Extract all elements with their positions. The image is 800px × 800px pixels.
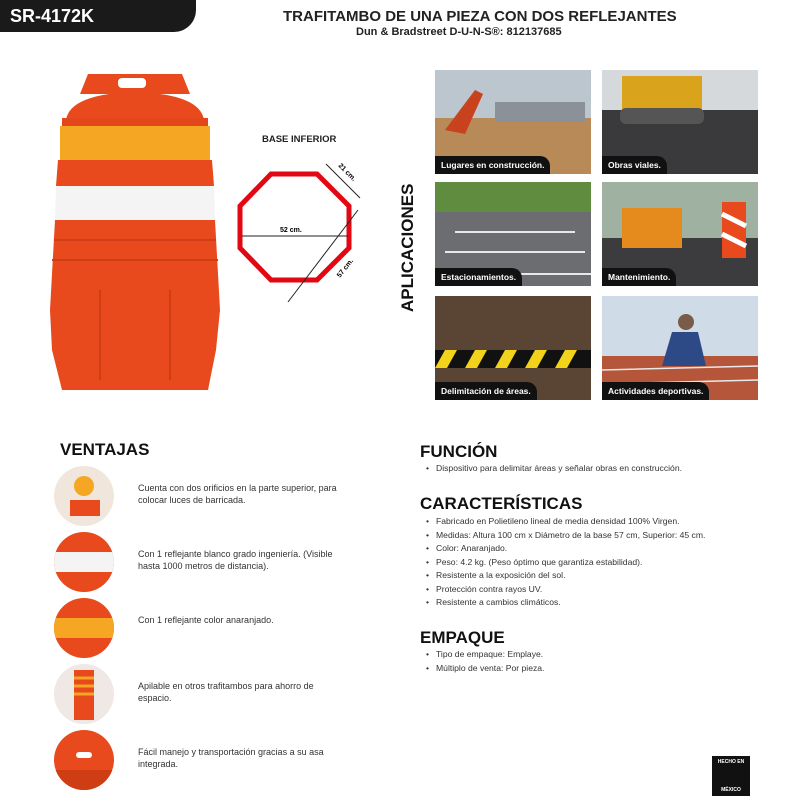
photo-parking xyxy=(435,182,591,286)
photo-caption: Mantenimiento. xyxy=(602,268,676,286)
ventaja-item xyxy=(54,466,384,530)
photo-caption: Obras viales. xyxy=(602,156,667,174)
caracteristicas-title: CARACTERÍSTICAS xyxy=(420,494,583,513)
ventaja-item xyxy=(54,664,384,728)
empaque-title: EMPAQUE xyxy=(420,628,505,647)
list-item: • Color: Anaranjado. xyxy=(424,542,764,556)
list-item: • Múltiplo de venta: Por pieza. xyxy=(424,662,764,676)
empaque-list xyxy=(424,648,764,675)
ventaja-text: Con 1 reflejante color anaranjado. xyxy=(138,615,274,625)
badge-line1: HECHO EN xyxy=(717,759,745,765)
list-item: • Resistente a la exposición del sol. xyxy=(424,569,764,583)
photo-caption: Actividades deportivas. xyxy=(602,382,709,400)
photo-sports xyxy=(602,296,758,400)
ventaja-text: Cuenta con dos orificios en la parte superior, para colocar luces de barricada. xyxy=(138,483,337,505)
duns-subtitle: Dun & Bradstreet D-U-N-S®: 812137685 xyxy=(356,26,562,38)
photo-construction xyxy=(435,70,591,174)
photo-roadworks xyxy=(602,70,758,174)
photo-caption: Estacionamientos. xyxy=(435,268,522,286)
ventajas-title: VENTAJAS xyxy=(60,440,150,459)
base-octagon-diagram xyxy=(228,150,388,310)
photo-caption: Lugares en construcción. xyxy=(435,156,550,174)
applications-label: APLICACIONES xyxy=(398,183,417,312)
list-item: • Fabricado en Polietileno lineal de media densidad 100% Virgen. xyxy=(424,515,764,529)
ventaja-text: Con 1 reflejante blanco grado ingeniería. (Visible hasta 1000 metros de distancia). xyxy=(138,549,333,571)
list-item: • Dispositivo para delimitar áreas y señalar obras en construcción. xyxy=(424,462,764,476)
made-in-mexico-badge xyxy=(712,756,750,796)
ventaja-item xyxy=(54,532,384,596)
drum-illustration xyxy=(40,60,230,400)
stackable-drums-icon xyxy=(54,664,114,724)
photo-maintenance xyxy=(602,182,758,286)
base-dim-side: 21 cm. xyxy=(336,162,357,183)
funcion-list xyxy=(424,462,764,476)
funcion-title: FUNCIÓN xyxy=(420,442,498,461)
handle-icon xyxy=(54,730,114,790)
base-dim-width: 52 cm. xyxy=(280,227,302,234)
list-item: • Tipo de empaque: Emplaye. xyxy=(424,648,764,662)
base-label: BASE INFERIOR xyxy=(262,134,337,145)
ventaja-item xyxy=(54,730,384,794)
photo-delimitation xyxy=(435,296,591,400)
ventaja-item xyxy=(54,598,384,662)
ventaja-text: Apilable en otros trafitambos para ahorro de espacio. xyxy=(138,681,314,703)
list-item: • Peso: 4.2 kg. (Peso óptimo que garantiza estabilidad). xyxy=(424,556,764,570)
white-reflector-icon xyxy=(54,532,114,592)
base-dim-diag: 57 cm. xyxy=(336,257,355,280)
barricade-light-icon xyxy=(54,466,114,526)
caracteristicas-list xyxy=(424,515,764,610)
photo-caption: Delimitación de áreas. xyxy=(435,382,537,400)
ventaja-text: Fácil manejo y transportación gracias a su asa integrada. xyxy=(138,747,324,769)
list-item: • Medidas: Altura 100 cm x Diámetro de la base 57 cm, Superior: 45 cm. xyxy=(424,529,764,543)
orange-reflector-icon xyxy=(54,598,114,658)
list-item: • Protección contra rayos UV. xyxy=(424,583,764,597)
list-item: • Resistente a cambios climáticos. xyxy=(424,596,764,610)
product-code: SR-4172K xyxy=(10,6,95,26)
badge-line2: MÉXICO xyxy=(721,787,741,793)
product-code-tab xyxy=(0,0,196,32)
page-title: TRAFITAMBO DE UNA PIEZA CON DOS REFLEJANTES xyxy=(283,8,677,25)
